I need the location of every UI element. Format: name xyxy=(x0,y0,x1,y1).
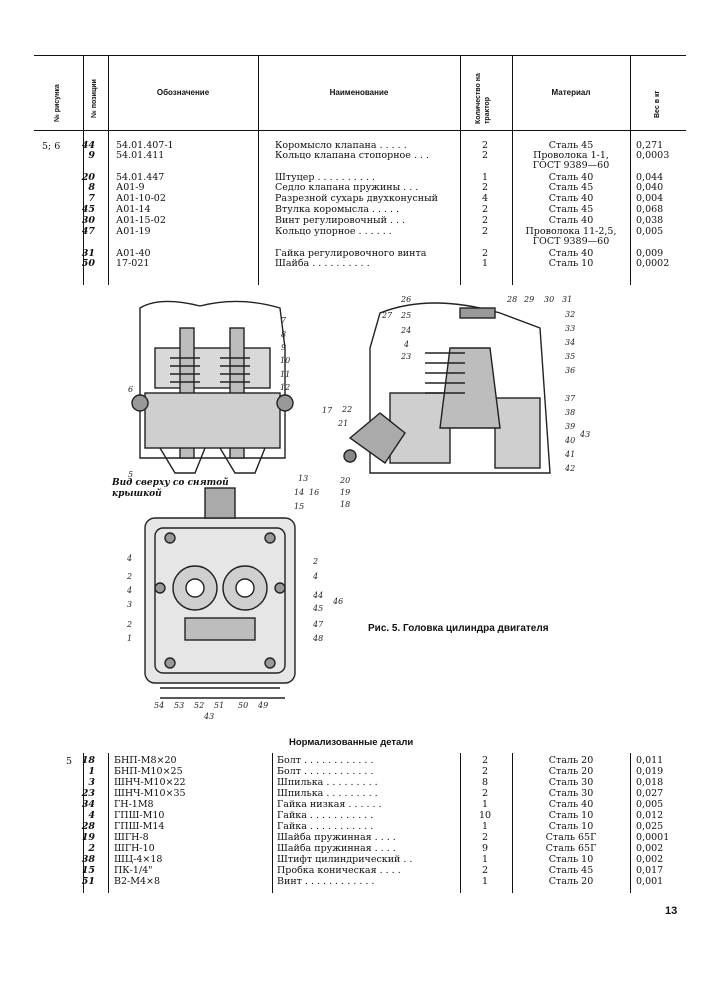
header-material: Материал xyxy=(551,88,591,97)
quantity-cell: 2 xyxy=(481,788,489,799)
designation-cell: В2-М4×8 xyxy=(114,876,161,887)
callout-41: 41 xyxy=(565,450,576,459)
callout-28: 28 xyxy=(507,295,518,304)
name-cell: Кольцо клапана стопорное . . . xyxy=(275,150,429,161)
quantity-cell: 1 xyxy=(481,799,489,810)
material-cell: Проволока 1-1, xyxy=(533,150,609,161)
quantity-cell: 9 xyxy=(481,843,489,854)
callout-29: 29 xyxy=(524,295,535,304)
position-cell: 7 xyxy=(88,193,95,204)
weight-cell: 0,025 xyxy=(636,821,664,832)
position-cell: 38 xyxy=(81,854,95,865)
material-cell: Сталь 30 xyxy=(548,788,594,799)
name-cell: Шайба . . . . . . . . . . xyxy=(275,258,370,269)
callout-18: 18 xyxy=(340,500,351,509)
designation-cell: ГН-1М8 xyxy=(114,799,154,810)
name-cell: Втулка коромысла . . . . . xyxy=(275,204,400,215)
material-cell: Сталь 10 xyxy=(548,258,594,269)
page-number: 13 xyxy=(665,905,678,917)
quantity-cell: 1 xyxy=(481,854,489,865)
callout-4: 4 xyxy=(404,340,410,349)
callout-21: 21 xyxy=(338,419,349,428)
callout-3: 3 xyxy=(127,600,133,609)
callout-12: 12 xyxy=(280,383,291,392)
callout-19: 19 xyxy=(340,488,351,497)
weight-cell: 0,044 xyxy=(636,172,664,183)
material-cell: Сталь 10 xyxy=(548,854,594,865)
column-divider xyxy=(460,55,461,285)
callout-49: 49 xyxy=(258,701,269,710)
callout-20: 20 xyxy=(340,476,351,485)
designation-cell: БНП-М8×20 xyxy=(114,755,177,766)
callout-17: 17 xyxy=(322,406,333,415)
weight-cell: 0,009 xyxy=(636,248,664,259)
table-header-border xyxy=(34,130,686,131)
callout-52: 52 xyxy=(194,701,205,710)
designation-cell: А01-14 xyxy=(116,204,151,215)
designation-cell: БНП-М10×25 xyxy=(114,766,183,777)
callout-50: 50 xyxy=(238,701,249,710)
figure-number-cell: 5; 6 xyxy=(42,141,61,152)
quantity-cell: 8 xyxy=(481,777,489,788)
designation-cell: ШНЧ-М10×22 xyxy=(114,777,186,788)
weight-cell: 0,027 xyxy=(636,788,664,799)
designation-cell: ШГН-8 xyxy=(114,832,149,843)
weight-cell: 0,0001 xyxy=(636,832,670,843)
position-cell: 34 xyxy=(81,799,95,810)
weight-cell: 0,040 xyxy=(636,182,664,193)
callout-4-left-b: 4 xyxy=(127,586,133,595)
callout-24: 24 xyxy=(401,326,412,335)
callout-9: 9 xyxy=(281,343,287,352)
callout-40: 40 xyxy=(565,436,576,445)
callout-53: 53 xyxy=(174,701,185,710)
designation-cell: ПК-1/4" xyxy=(114,865,153,876)
callout-11: 11 xyxy=(280,370,291,379)
position-cell: 45 xyxy=(81,204,95,215)
column-divider xyxy=(108,753,109,893)
name-cell: Штифт цилиндрический . . xyxy=(277,854,413,865)
callout-23: 23 xyxy=(401,352,412,361)
name-cell: Шайба пружинная . . . . xyxy=(277,843,396,854)
name-cell: Штуцер . . . . . . . . . . xyxy=(275,172,375,183)
name-cell: Гайка регулировочного винта xyxy=(275,248,427,259)
callout-6: 6 xyxy=(128,385,134,394)
position-cell: 20 xyxy=(81,172,95,183)
material-cell: Сталь 40 xyxy=(548,172,594,183)
material-cell: Сталь 20 xyxy=(548,755,594,766)
quantity-cell: 1 xyxy=(481,876,489,887)
material-cell: Сталь 20 xyxy=(548,876,594,887)
quantity-cell: 1 xyxy=(481,172,489,183)
top-view-label: Вид сверху со снятой крышкой xyxy=(112,478,229,499)
position-cell: 18 xyxy=(81,755,95,766)
name-cell: Разрезной сухарь двухконусный xyxy=(275,193,438,204)
callout-25: 25 xyxy=(401,311,412,320)
position-cell: 19 xyxy=(81,832,95,843)
designation-cell: ШГН-10 xyxy=(114,843,155,854)
callout-46: 46 xyxy=(333,597,344,606)
callout-4-left: 4 xyxy=(127,554,133,563)
weight-cell: 0,017 xyxy=(636,865,664,876)
position-cell: 1 xyxy=(88,766,95,777)
designation-cell: 54.01.447 xyxy=(116,172,165,183)
weight-cell: 0,019 xyxy=(636,766,664,777)
position-cell: 47 xyxy=(81,226,95,237)
callout-33: 33 xyxy=(565,324,576,333)
callout-27: 27 xyxy=(382,311,393,320)
position-cell: 51 xyxy=(81,876,95,887)
name-cell: Шайба пружинная . . . . xyxy=(277,832,396,843)
material-cell: Сталь 40 xyxy=(548,193,594,204)
table-top-border xyxy=(34,55,686,56)
callout-43-bottom: 43 xyxy=(204,712,215,721)
quantity-cell: 2 xyxy=(481,215,489,226)
quantity-cell: 4 xyxy=(481,193,489,204)
designation-cell: ШНЧ-М10×35 xyxy=(114,788,186,799)
material-cell: Сталь 65Г xyxy=(545,832,597,843)
material-cell-line2: ГОСТ 9389—60 xyxy=(532,236,610,247)
callout-39: 39 xyxy=(565,422,576,431)
designation-cell: А01-10-02 xyxy=(116,193,166,204)
callout-45: 45 xyxy=(313,604,324,613)
name-cell: Болт . . . . . . . . . . . . xyxy=(277,766,374,777)
position-cell: 44 xyxy=(81,140,95,151)
callout-34: 34 xyxy=(565,338,576,347)
callout-5: 5 xyxy=(128,470,134,479)
name-cell: Кольцо упорное . . . . . . xyxy=(275,226,392,237)
weight-cell: 0,002 xyxy=(636,854,664,865)
callout-16: 16 xyxy=(309,488,320,497)
position-cell: 50 xyxy=(81,258,95,269)
weight-cell: 0,012 xyxy=(636,810,664,821)
callout-2-left: 2 xyxy=(127,572,133,581)
callout-1: 1 xyxy=(127,634,133,643)
header-position-number: № позиции xyxy=(91,79,98,118)
callout-13: 13 xyxy=(298,474,309,483)
name-cell: Болт . . . . . . . . . . . . xyxy=(277,755,374,766)
name-cell: Гайка низкая . . . . . . xyxy=(277,799,382,810)
callout-48: 48 xyxy=(313,634,324,643)
weight-cell: 0,271 xyxy=(636,140,664,151)
callout-31: 31 xyxy=(562,295,573,304)
weight-cell: 0,068 xyxy=(636,204,664,215)
weight-cell: 0,002 xyxy=(636,843,664,854)
position-cell: 28 xyxy=(81,821,95,832)
header-weight: Вес в кг xyxy=(654,90,661,118)
quantity-cell: 10 xyxy=(478,810,492,821)
position-cell: 2 xyxy=(88,843,95,854)
material-cell: Сталь 45 xyxy=(548,140,594,151)
normalized-parts-title: Нормализованные детали xyxy=(289,737,414,748)
callout-7: 7 xyxy=(281,316,287,325)
material-cell-line2: ГОСТ 9389—60 xyxy=(532,160,610,171)
material-cell: Сталь 30 xyxy=(548,777,594,788)
designation-cell: А01-19 xyxy=(116,226,151,237)
quantity-cell: 2 xyxy=(481,865,489,876)
quantity-cell: 1 xyxy=(481,821,489,832)
position-cell: 8 xyxy=(88,182,95,193)
material-cell: Сталь 45 xyxy=(548,865,594,876)
weight-cell: 0,001 xyxy=(636,876,664,887)
designation-cell: ШЦ-4×18 xyxy=(114,854,163,865)
figure-number-cell: 5 xyxy=(66,756,73,767)
quantity-cell: 2 xyxy=(481,755,489,766)
name-cell: Шпилька . . . . . . . . . xyxy=(277,777,378,788)
header-designation: Обозначение xyxy=(156,88,210,97)
position-cell: 23 xyxy=(81,788,95,799)
quantity-cell: 2 xyxy=(481,140,489,151)
designation-cell: 17-021 xyxy=(116,258,150,269)
callout-43: 43 xyxy=(580,430,591,439)
callout-54: 54 xyxy=(154,701,165,710)
designation-cell: ГПШ-М14 xyxy=(114,821,165,832)
callout-35: 35 xyxy=(565,352,576,361)
name-cell: Гайка . . . . . . . . . . . xyxy=(277,810,374,821)
callout-4-right: 4 xyxy=(313,572,319,581)
designation-cell: А01-15-02 xyxy=(116,215,166,226)
material-cell: Сталь 40 xyxy=(548,799,594,810)
weight-cell: 0,005 xyxy=(636,799,664,810)
weight-cell: 0,0003 xyxy=(636,150,670,161)
name-cell: Пробка коническая . . . . xyxy=(277,865,401,876)
quantity-cell: 2 xyxy=(481,832,489,843)
material-cell: Сталь 40 xyxy=(548,248,594,259)
designation-cell: А01-9 xyxy=(116,182,145,193)
material-cell: Сталь 10 xyxy=(548,821,594,832)
callout-2-left-b: 2 xyxy=(127,620,133,629)
callout-37: 37 xyxy=(565,394,576,403)
quantity-cell: 2 xyxy=(481,204,489,215)
column-divider xyxy=(460,753,461,893)
designation-cell: ГПШ-М10 xyxy=(114,810,165,821)
position-cell: 31 xyxy=(81,248,95,259)
callout-15: 15 xyxy=(294,502,305,511)
column-divider xyxy=(272,753,273,893)
header-name: Наименование xyxy=(329,88,389,97)
material-cell: Проволока 11-2,5, xyxy=(525,226,617,237)
material-cell: Сталь 45 xyxy=(548,182,594,193)
header-figure-number: № рисунка xyxy=(54,84,61,122)
quantity-cell: 2 xyxy=(481,150,489,161)
callout-32: 32 xyxy=(565,310,576,319)
weight-cell: 0,005 xyxy=(636,226,664,237)
header-quantity: Количество на трактор xyxy=(475,73,491,124)
name-cell: Винт . . . . . . . . . . . . xyxy=(277,876,375,887)
weight-cell: 0,004 xyxy=(636,193,664,204)
quantity-cell: 2 xyxy=(481,226,489,237)
figure-caption: Рис. 5. Головка цилиндра двигателя xyxy=(368,623,549,634)
callout-14: 14 xyxy=(294,488,305,497)
weight-cell: 0,038 xyxy=(636,215,664,226)
designation-cell: 54.01.407-1 xyxy=(116,140,174,151)
weight-cell: 0,0002 xyxy=(636,258,670,269)
column-divider xyxy=(630,55,631,285)
name-cell: Гайка . . . . . . . . . . . xyxy=(277,821,374,832)
position-cell: 9 xyxy=(88,150,95,161)
column-divider xyxy=(630,753,631,893)
callout-47: 47 xyxy=(313,620,324,629)
callout-36: 36 xyxy=(565,366,576,375)
material-cell: Сталь 10 xyxy=(548,810,594,821)
name-cell: Седло клапана пружины . . . xyxy=(275,182,419,193)
name-cell: Винт регулировочный . . . xyxy=(275,215,406,226)
quantity-cell: 2 xyxy=(481,182,489,193)
material-cell: Сталь 65Г xyxy=(545,843,597,854)
quantity-cell: 2 xyxy=(481,248,489,259)
quantity-cell: 2 xyxy=(481,766,489,777)
callout-38: 38 xyxy=(565,408,576,417)
name-cell: Шпилька . . . . . . . . . xyxy=(277,788,378,799)
position-cell: 3 xyxy=(88,777,95,788)
quantity-cell: 1 xyxy=(481,258,489,269)
position-cell: 15 xyxy=(81,865,95,876)
callout-22: 22 xyxy=(342,405,353,414)
material-cell: Сталь 20 xyxy=(548,766,594,777)
designation-cell: 54.01.411 xyxy=(116,150,165,161)
callout-8: 8 xyxy=(281,330,287,339)
callout-42: 42 xyxy=(565,464,576,473)
weight-cell: 0,018 xyxy=(636,777,664,788)
callout-10: 10 xyxy=(280,356,291,365)
callout-26: 26 xyxy=(401,295,412,304)
callout-51: 51 xyxy=(214,701,225,710)
callout-2-right: 2 xyxy=(313,557,319,566)
callout-44: 44 xyxy=(313,591,324,600)
material-cell: Сталь 45 xyxy=(548,204,594,215)
position-cell: 4 xyxy=(88,810,95,821)
designation-cell: А01-40 xyxy=(116,248,151,259)
callout-30: 30 xyxy=(544,295,555,304)
material-cell: Сталь 40 xyxy=(548,215,594,226)
name-cell: Коромысло клапана . . . . . xyxy=(275,140,407,151)
weight-cell: 0,011 xyxy=(636,755,664,766)
position-cell: 30 xyxy=(81,215,95,226)
